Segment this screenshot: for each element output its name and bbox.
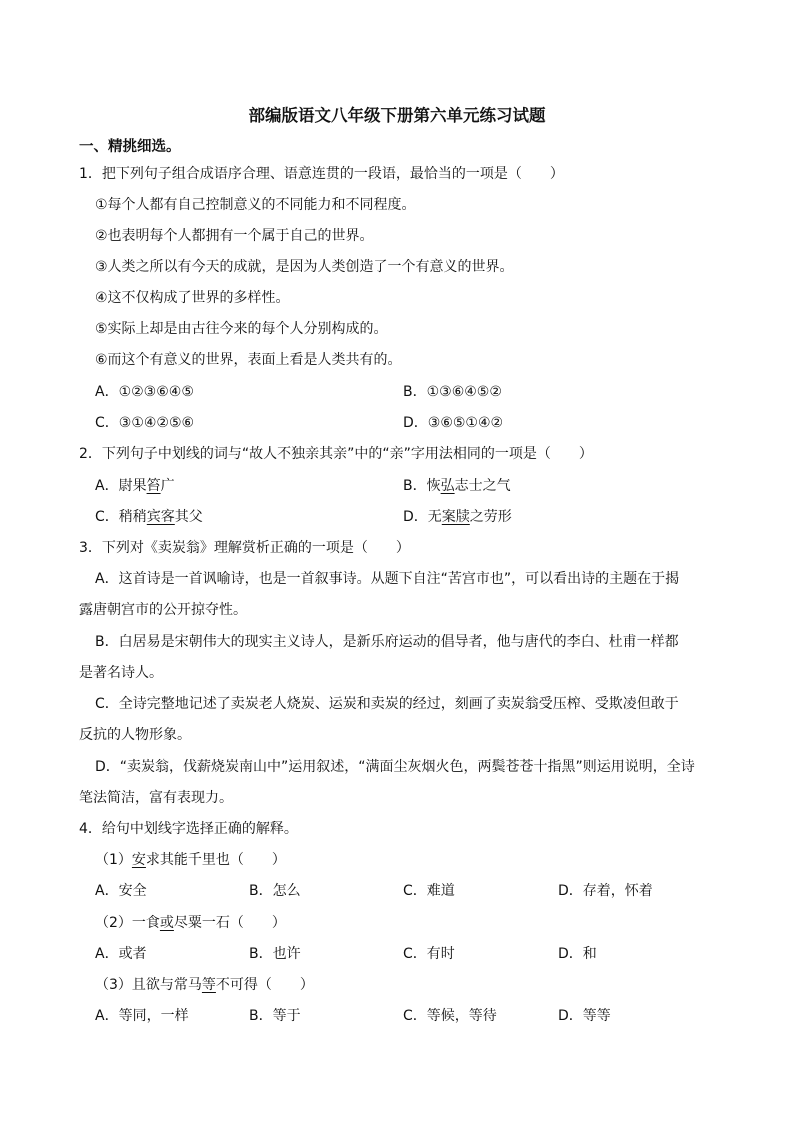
q4-sub-3-pre: （3）且欲与常马	[95, 977, 202, 993]
q4-sub-3	[95, 975, 314, 995]
q4-sub-3-post: 不可得（ ）	[215, 977, 314, 993]
q4-sub-1-pre: （1）	[95, 852, 132, 868]
q4-sub-2-option-c[interactable]: C．有时	[403, 946, 455, 962]
q1-option-a[interactable]: A．①②③⑥④⑤	[95, 384, 194, 400]
q3-option-a-line-1[interactable]: A．这首诗是一首讽喻诗，也是一首叙事诗。从题下自注“苦宫市也”，可以看出诗的主题在于揭	[95, 571, 680, 587]
q2-option-d-underlined: 案牍	[441, 509, 470, 525]
q2-option-d-post: 之劳形	[469, 509, 512, 525]
q2-option-a-underlined: 笞	[146, 478, 161, 494]
q2-option-b-pre: B．恢	[403, 478, 441, 494]
q2-option-b-post: 志士之气	[454, 478, 511, 494]
q2-option-d-pre: D．无	[403, 509, 442, 525]
q4-sub-2-underlined: 或	[159, 915, 174, 931]
q1-sentence-5: ⑤实际上却是由古往今来的每个人分别构成的。	[95, 321, 388, 337]
q4-sub-2-option-a[interactable]: A．或者	[95, 946, 147, 962]
q1-sentence-6: ⑥而这个有意义的世界，表面上看是人类共有的。	[95, 352, 402, 368]
q4-sub-1-post: 求其能千里也（ ）	[145, 852, 286, 868]
q4-sub-2-option-d[interactable]: D．和	[558, 946, 597, 962]
q3-option-d-line-1[interactable]: D．“卖炭翁，伐薪烧炭南山中”运用叙述，“满面尘灰烟火色，两鬓苍苍十指黑”则运用说明，全诗	[95, 759, 695, 775]
q4-sub-3-option-b[interactable]: B．等于	[249, 1008, 301, 1024]
question-2-stem: 2．下列句子中划线的词与“故人不独亲其亲”中的“亲”字用法相同的一项是（ ）	[79, 446, 593, 462]
q4-sub-1-underlined: 安	[131, 852, 146, 868]
q2-option-d[interactable]	[403, 507, 512, 527]
q2-option-c-underlined: 宾客	[146, 509, 175, 525]
q1-option-c[interactable]: C．③①④②⑤⑥	[95, 415, 195, 431]
q4-sub-1-option-c[interactable]: C．难道	[403, 883, 455, 899]
q3-option-c-line-1[interactable]: C．全诗完整地记述了卖炭老人烧炭、运炭和卖炭的经过，刻画了卖炭翁受压榨、受欺凌但敢于	[95, 696, 679, 712]
q1-sentence-1: ①每个人都有自己控制意义的不同能力和不同程度。	[95, 197, 416, 213]
q4-sub-2	[95, 913, 286, 933]
question-4-stem: 4．给句中划线字选择正确的解释。	[79, 821, 298, 837]
q1-option-b[interactable]: B．①③⑥④⑤②	[403, 384, 502, 400]
q4-sub-1-option-d[interactable]: D．存着，怀着	[558, 883, 653, 899]
q3-option-d-line-2[interactable]: 笔法简洁，富有表现力。	[79, 790, 233, 806]
q3-option-a-line-2[interactable]: 露唐朝宫市的公开掠夺性。	[79, 602, 247, 618]
q4-sub-1-option-a[interactable]: A．安全	[95, 883, 147, 899]
q2-option-a-post: 广	[160, 478, 175, 494]
q2-option-c-pre: C．稍稍	[95, 509, 147, 525]
question-1-stem: 1．把下列句子组合成语序合理、语意连贯的一段语，最恰当的一项是（ ）	[79, 166, 564, 182]
q4-sub-3-option-d[interactable]: D．等等	[558, 1008, 611, 1024]
q4-sub-2-post: 尽粟一石（ ）	[173, 915, 286, 931]
q3-option-b-line-1[interactable]: B．白居易是宋朝伟大的现实主义诗人，是新乐府运动的倡导者，他与唐代的李白、杜甫一样都	[95, 634, 679, 650]
q2-option-a[interactable]	[95, 476, 175, 496]
q2-option-c-post: 其父	[174, 509, 203, 525]
q1-option-d[interactable]: D．③⑥⑤①④②	[403, 415, 504, 431]
q4-sub-2-option-b[interactable]: B．也许	[249, 946, 301, 962]
page-title: 部编版语文八年级下册第六单元练习试题	[248, 106, 546, 125]
q2-option-b[interactable]	[403, 476, 511, 496]
q4-sub-3-underlined: 等	[201, 977, 216, 993]
q3-option-c-line-2[interactable]: 反抗的人物形象。	[79, 727, 191, 743]
section-heading: 一、精挑细选。	[79, 139, 181, 155]
q4-sub-3-option-c[interactable]: C．等候，等待	[403, 1008, 497, 1024]
q3-option-b-line-2[interactable]: 是著名诗人。	[79, 665, 163, 681]
q2-option-a-pre: A．尉果	[95, 478, 147, 494]
q2-option-c[interactable]	[95, 507, 203, 527]
q1-sentence-4: ④这不仅构成了世界的多样性。	[95, 290, 290, 306]
q4-sub-1-option-b[interactable]: B．怎么	[249, 883, 301, 899]
q4-sub-3-option-a[interactable]: A．等同，一样	[95, 1008, 189, 1024]
q4-sub-2-pre: （2）一食	[95, 915, 160, 931]
q2-option-b-underlined: 弘	[440, 478, 455, 494]
question-3-stem: 3．下列对《卖炭翁》理解赏析正确的一项是（ ）	[79, 540, 410, 556]
q1-sentence-3: ③人类之所以有今天的成就，是因为人类创造了一个有意义的世界。	[95, 259, 514, 275]
q1-sentence-2: ②也表明每个人都拥有一个属于自己的世界。	[95, 228, 374, 244]
q4-sub-1	[95, 850, 286, 870]
